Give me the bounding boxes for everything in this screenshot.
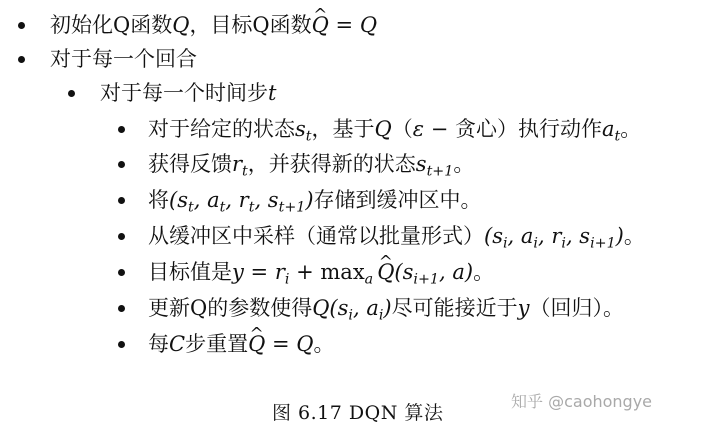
next-state-s: s <box>415 152 427 176</box>
item-reset-target <box>148 331 334 357</box>
store-tuple-s2: , s <box>254 188 279 212</box>
bullet-8 <box>118 269 125 276</box>
epsilon: ε <box>412 117 425 141</box>
item-update-params <box>148 295 624 328</box>
reward-text-2: ，并获得新的状态 <box>247 152 416 176</box>
reset-text-2: 步重置 <box>185 332 249 356</box>
init-q-symbol: Q <box>172 13 190 37</box>
select-text-5: 。 <box>620 117 642 141</box>
store-text-1: 将 <box>148 188 169 212</box>
next-state-sub: t+1 <box>426 163 454 180</box>
episode-text: 对于每一个回合 <box>50 47 197 71</box>
item-init-q <box>50 12 377 38</box>
item-store-buffer <box>148 187 482 220</box>
reset-c: C <box>169 332 186 356</box>
target-r-sub: i <box>284 271 290 288</box>
store-tuple-s: (s <box>169 188 188 212</box>
init-text-mid: ，目标Q函数 <box>189 13 312 37</box>
bullet-5 <box>118 161 125 168</box>
select-text-1: 对于给定的状态 <box>148 117 295 141</box>
item-get-reward <box>148 151 474 184</box>
sample-sub-2: i <box>533 235 538 252</box>
bullet-1 <box>18 22 25 29</box>
target-arg-sub: i+1 <box>413 271 439 288</box>
reward-text-3: 。 <box>453 152 475 176</box>
target-text-1: 目标值是 <box>148 260 232 284</box>
reward-sub: t <box>242 163 248 180</box>
item-each-timestep <box>100 80 276 106</box>
target-y: y <box>232 260 244 284</box>
store-tuple-a: , a <box>193 188 220 212</box>
init-q-symbol-2: Q <box>359 13 378 37</box>
bullet-3 <box>68 90 75 97</box>
sample-tuple-s2: , s <box>565 224 591 248</box>
init-qhat-symbol: ^ Q <box>312 12 329 38</box>
reset-qhat: ^ Q <box>248 331 265 357</box>
store-sub-2: t <box>219 199 226 216</box>
update-text-2: 尽可能接近于 <box>391 296 518 320</box>
reward-r: r <box>232 152 243 176</box>
state-s: s <box>295 117 306 141</box>
store-sub-3: t <box>248 199 255 216</box>
sample-sub-3: i <box>561 235 566 252</box>
select-text-2: ，基于 <box>311 117 375 141</box>
state-sub: t <box>305 128 312 145</box>
store-sub-1: t <box>187 199 194 216</box>
sample-tuple-close: ) <box>615 224 624 248</box>
update-y: y <box>517 296 530 320</box>
sample-tuple-s: (s <box>484 224 503 248</box>
bullet-7 <box>118 233 125 240</box>
store-tuple-close: ) <box>305 188 314 212</box>
select-q: Q <box>374 117 392 141</box>
sample-sub-4: i+1 <box>590 235 616 252</box>
update-q-end: ) <box>383 296 392 320</box>
update-q-mid: , a <box>352 296 379 320</box>
update-q-sub2: i <box>378 307 384 324</box>
target-qhat: ^ Q <box>377 259 394 285</box>
bullet-2 <box>18 56 25 63</box>
store-tuple-r: , r <box>225 188 249 212</box>
item-select-action <box>148 116 641 149</box>
reset-equals: = <box>265 332 297 356</box>
sample-text-2: 。 <box>623 224 645 248</box>
watermark: 知乎 @caohongye <box>511 392 653 411</box>
bullet-6 <box>118 197 125 204</box>
reward-text-1: 获得反馈 <box>148 152 232 176</box>
target-text-2: 。 <box>473 260 495 284</box>
item-target-value <box>148 259 494 292</box>
target-plus-max: + max <box>289 260 365 284</box>
store-text-2: 存储到缓冲区中。 <box>313 188 482 212</box>
bullet-4 <box>118 126 125 133</box>
sample-tuple-r: , r <box>537 224 562 248</box>
update-q-sub: i <box>348 307 353 324</box>
item-each-episode <box>50 46 197 72</box>
action-sub: t <box>614 128 621 145</box>
sample-text-1: 从缓冲区中采样（通常以批量形式） <box>148 224 484 248</box>
target-max-sub: a <box>364 271 374 288</box>
sample-sub-1: i <box>502 235 508 252</box>
item-sample-buffer <box>148 223 645 256</box>
reset-text-3: 。 <box>313 332 335 356</box>
store-sub-4: t+1 <box>278 199 306 216</box>
update-q: Q(s <box>312 296 349 320</box>
action-a: a <box>601 117 615 141</box>
timestep-t: t <box>268 81 277 105</box>
reset-text-1: 每 <box>148 332 169 356</box>
sample-tuple-a: , a <box>507 224 534 248</box>
reset-q: Q <box>296 332 314 356</box>
timestep-text: 对于每一个时间步 <box>100 81 268 105</box>
target-arg-s: (s <box>394 260 414 284</box>
update-text-3: （回归）。 <box>529 296 624 320</box>
bullet-10 <box>118 341 125 348</box>
select-text-3: （ <box>391 117 413 141</box>
figure-caption: 图 6.17 DQN 算法 <box>272 402 444 424</box>
target-equals: = <box>243 260 275 284</box>
target-r: r <box>274 260 285 284</box>
select-text-4: − 贪心）执行动作 <box>424 117 602 141</box>
init-text-pre: 初始化Q函数 <box>50 13 173 37</box>
target-arg-end: , a) <box>438 260 474 284</box>
init-equals: = <box>328 13 360 37</box>
bullet-9 <box>118 305 125 312</box>
update-text-1: 更新Q的参数使得 <box>148 296 313 320</box>
